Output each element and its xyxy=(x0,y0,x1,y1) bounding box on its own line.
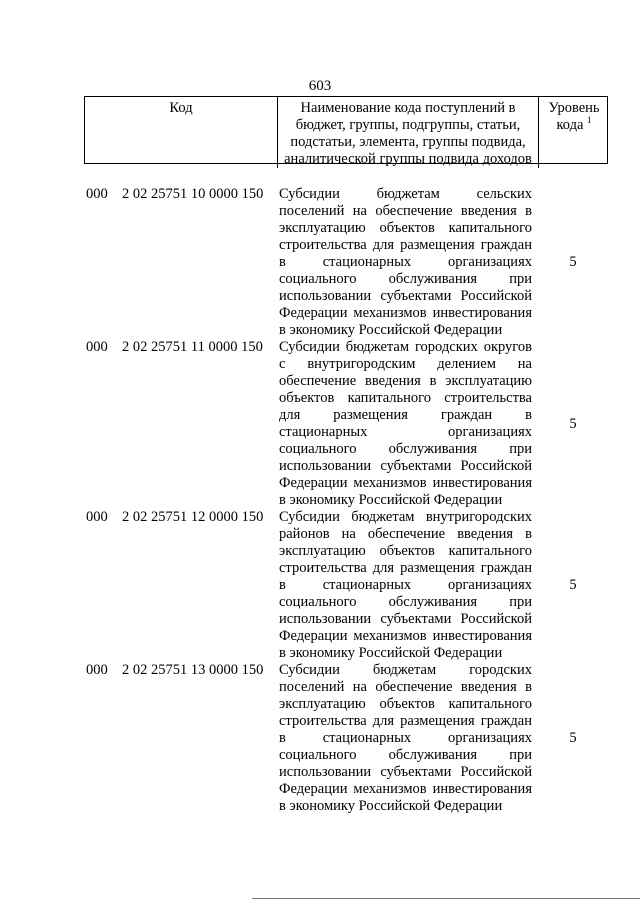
entry-level: 5 xyxy=(569,577,577,593)
header-level-label: Уровень кода xyxy=(548,100,600,133)
header-name: Наименование кода поступлений в бюджет, группы, подгруппы, статьи, подстатьи, элемента, группы подвида, аналитической группы подвида доходов xyxy=(277,97,539,168)
entry-level: 5 xyxy=(569,415,577,432)
table-row xyxy=(84,509,608,662)
table-row xyxy=(84,186,608,339)
entry-code: 2 02 25751 10 0000 150 xyxy=(122,186,264,202)
entry-level: 5 xyxy=(569,730,577,746)
entry-level: 5 xyxy=(569,254,577,270)
entry-name: Субсидии бюджетам сельских поселений на обеспечение введения в эксплуатацию объектов капитального строительства для размещения граждан в стационарных организациях социального обслуживания при использовании субъектами Российской Федерации механизмов инвестирования в экономику Российской Федерации xyxy=(279,186,532,338)
header-level xyxy=(539,97,609,168)
table-row xyxy=(84,662,608,815)
entry-name: Субсидии бюджетам городских округов с внутригородским делением на обеспечение введения в эксплуатацию объектов капитального строительства для размещения граждан в стационарных организациях социального обслуживания при использовании субъектами Российской Федерации механизмов инвестирования в экономику Российской Федерации xyxy=(279,339,532,508)
table-row xyxy=(84,339,608,509)
entry-code: 2 02 25751 13 0000 150 xyxy=(122,662,264,678)
header-code: Код xyxy=(169,100,193,116)
entry-prefix: 000 xyxy=(86,509,108,525)
page-number: 603 xyxy=(308,78,332,94)
entries-list xyxy=(84,186,608,815)
entry-prefix: 000 xyxy=(86,662,108,678)
entry-code: 2 02 25751 12 0000 150 xyxy=(122,509,264,525)
entry-name: Субсидии бюджетам внутригородских районов на обеспечение введения в эксплуатацию объектов капитального строительства для размещения граждан в стационарных организациях социального обслуживания при использовании субъектами Российской Федерации механизмов инвестирования в экономику Российской Федерации xyxy=(279,509,532,661)
table-header xyxy=(84,96,608,167)
entry-name: Субсидии бюджетам городских поселений на обеспечение введения в эксплуатацию объектов капитального строительства для размещения граждан в стационарных организациях социального обслуживания при использовании субъектами Российской Федерации механизмов инвестирования в экономику Российской Федерации xyxy=(279,662,532,814)
entry-code: 2 02 25751 11 0000 150 xyxy=(122,339,263,355)
entry-prefix: 000 xyxy=(86,186,108,202)
bottom-divider xyxy=(252,898,640,899)
header-level-footnote: 1 xyxy=(587,115,592,126)
entry-prefix: 000 xyxy=(86,339,108,355)
